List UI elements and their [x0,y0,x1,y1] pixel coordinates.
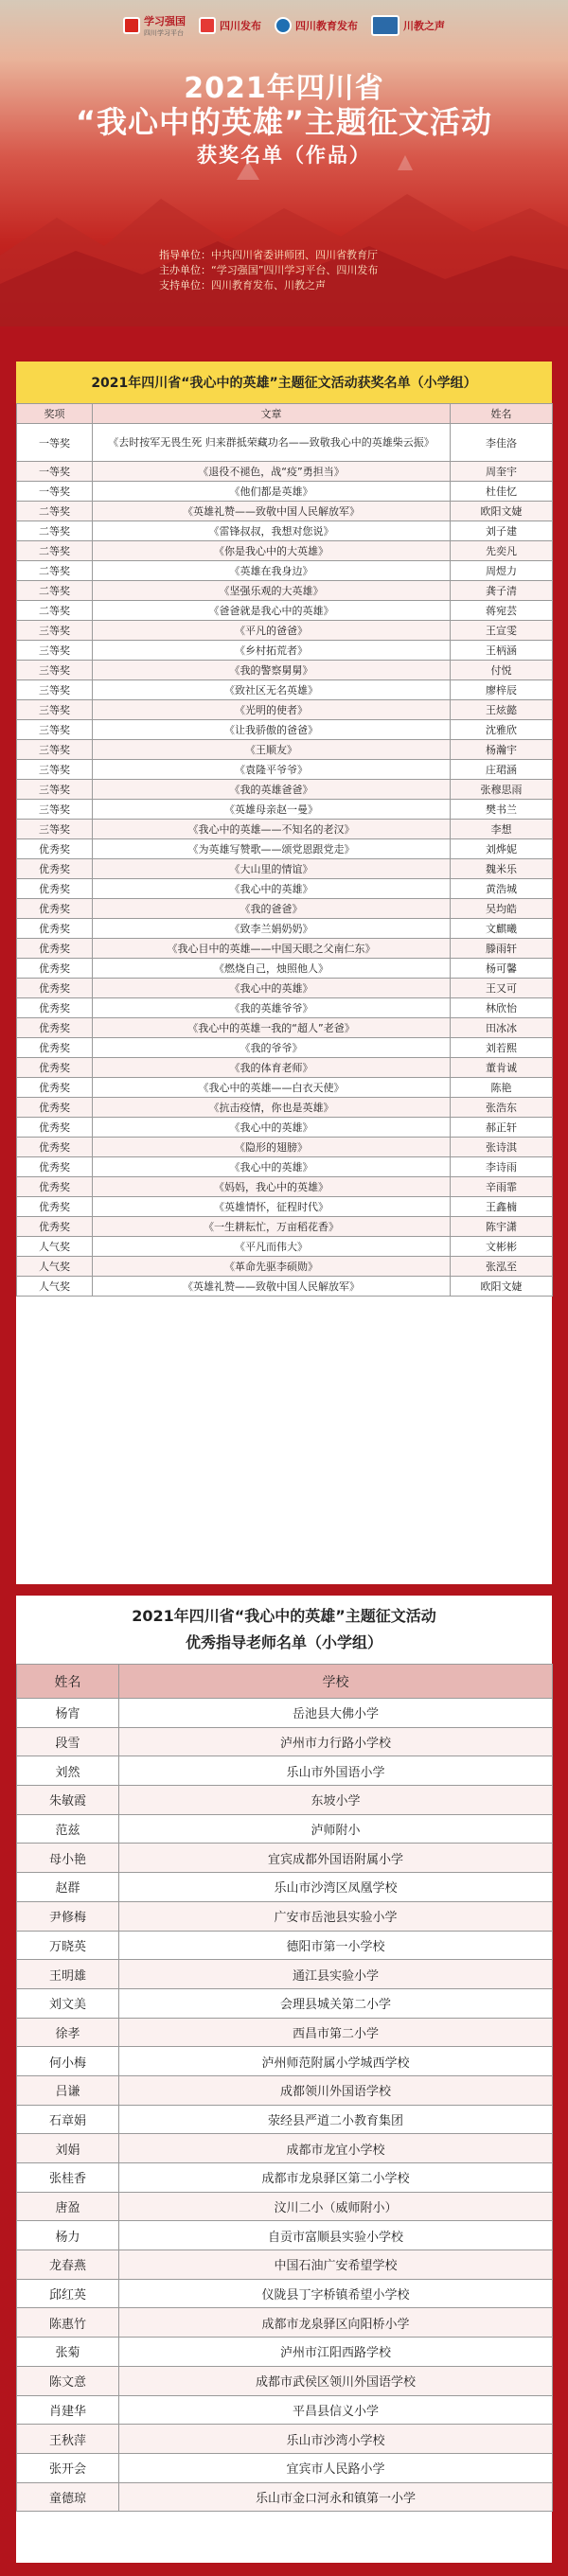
name-cell: 周奎宇 [451,462,553,482]
teacher-row [17,2395,553,2425]
award-cell: 优秀奖 [17,1118,93,1138]
school-cell: 成都市武侯区领川外国语学校 [119,2366,553,2395]
title-cell: 《我的爷爷》 [93,1038,451,1058]
title-cell: 《让我骄傲的爸爸》 [93,720,451,740]
title-cell: 《燃烧自己，烛照他人》 [93,959,451,979]
title-cell: 《平凡的爸爸》 [93,621,451,641]
name-cell: 王炫懿 [451,700,553,720]
award-cell: 人气奖 [17,1277,93,1297]
title-cell: 《我的英雄爸爸》 [93,780,451,800]
organizer-list [159,248,378,293]
teacher-name-cell: 王明雄 [17,1960,119,1989]
teacher-name-cell: 母小艳 [17,1844,119,1873]
award-cell: 三等奖 [17,641,93,661]
school-cell: 成都领川外国语学校 [119,2075,553,2105]
award-row [17,939,553,959]
teacher-name-cell: 杨宵 [17,1699,119,1728]
teacher-row [17,2338,553,2367]
school-cell: 平昌县信义小学 [119,2395,553,2425]
school-cell: 东坡小学 [119,1786,553,1815]
award-row [17,561,553,581]
award-cell: 三等奖 [17,760,93,780]
name-cell: 李佳洛 [451,424,553,462]
school-cell: 泸州师范附属小学城西学校 [119,2047,553,2076]
name-cell: 付悦 [451,661,553,680]
award-row [17,1038,553,1058]
name-cell: 周煜力 [451,561,553,581]
school-cell: 广安市岳池县实验小学 [119,1901,553,1931]
name-cell: 蒋宛芸 [451,601,553,621]
award-cell: 二等奖 [17,581,93,601]
award-cell: 三等奖 [17,780,93,800]
award-row [17,462,553,482]
award-cell: 三等奖 [17,720,93,740]
name-cell: 樊书兰 [451,800,553,820]
school-cell: 乐山市沙湾小学校 [119,2425,553,2454]
teacher-name-cell: 万晓英 [17,1931,119,1960]
award-cell: 优秀奖 [17,1098,93,1118]
teacher-row [17,1814,553,1844]
teacher-name-cell: 吕谦 [17,2075,119,2105]
title-cell: 《抗击疫情，你也是英雄》 [93,1098,451,1118]
award-cell: 优秀奖 [17,939,93,959]
award-cell: 三等奖 [17,700,93,720]
school-cell: 西昌市第二小学 [119,2018,553,2047]
title-cell: 《革命先驱李硕勋》 [93,1257,451,1277]
award-cell: 优秀奖 [17,1038,93,1058]
awards-card [16,362,552,1584]
name-cell: 廖梓辰 [451,680,553,700]
organizer-guidance: 指导单位：中共四川省委讲师团、四川省教育厅 [159,249,378,261]
teacher-row [17,2250,553,2280]
award-row [17,859,553,879]
name-cell: 沈雅欣 [451,720,553,740]
name-cell: 郝正轩 [451,1118,553,1138]
award-row [17,998,553,1018]
name-cell: 文麒曦 [451,919,553,939]
title-cell: 《一生耕耘忙，万亩稻花香》 [93,1217,451,1237]
award-cell: 优秀奖 [17,1157,93,1177]
teacher-name-cell: 杨力 [17,2221,119,2250]
name-cell: 张穆思雨 [451,780,553,800]
award-row [17,621,553,641]
title-line-1: 2021年四川省 [184,72,384,105]
award-cell: 优秀奖 [17,859,93,879]
award-cell: 优秀奖 [17,979,93,998]
title-cell: 《雷锋叔叔，我想对您说》 [93,521,451,541]
teacher-name-cell: 徐孝 [17,2018,119,2047]
school-cell: 汶川二小（威师附小） [119,2192,553,2221]
school-cell: 乐山市沙湾区凤凰学校 [119,1873,553,1902]
name-cell: 张诗淇 [451,1138,553,1157]
teacher-name-cell: 王秋萍 [17,2425,119,2454]
award-cell: 优秀奖 [17,1058,93,1078]
award-row [17,959,553,979]
teacher-row [17,2105,553,2134]
name-cell: 魏米乐 [451,859,553,879]
award-row [17,780,553,800]
award-cell: 一等奖 [17,482,93,502]
teacher-name-cell: 陈文意 [17,2366,119,2395]
name-cell: 杜佳忆 [451,482,553,502]
teacher-name-cell: 范兹 [17,1814,119,1844]
teachers-heading-line-1: 2021年四川省“我心中的英雄”主题征文活动 [132,1607,436,1625]
award-row [17,979,553,998]
teacher-name-cell: 朱敏霞 [17,1786,119,1815]
school-cell: 会理县城关第二小学 [119,1988,553,2018]
school-cell: 荥经县严道二小教育集团 [119,2105,553,2134]
title-cell: 《王顺友》 [93,740,451,760]
teacher-row [17,1960,553,1989]
title-cell: 《我心中的英雄——白衣天使》 [93,1078,451,1098]
teacher-name-cell: 唐盈 [17,2192,119,2221]
logo-chuanjiao-zhisheng: 川教之声 [371,15,445,36]
award-row [17,1257,553,1277]
school-cell: 成都市龙宜小学校 [119,2134,553,2163]
title-cell: 《袁隆平爷爷》 [93,760,451,780]
title-cell: 《我的警察舅舅》 [93,661,451,680]
mountain-illustration [0,142,568,326]
teacher-name-cell: 张桂香 [17,2163,119,2193]
teacher-name-cell: 童德琼 [17,2482,119,2512]
name-cell: 刘子建 [451,521,553,541]
award-row [17,680,553,700]
school-cell: 自贡市富顺县实验小学校 [119,2221,553,2250]
teacher-name-cell: 陈惠竹 [17,2308,119,2338]
title-cell: 《致李兰娟奶奶》 [93,919,451,939]
award-cell: 三等奖 [17,680,93,700]
name-cell: 陈宇潇 [451,1217,553,1237]
teacher-row [17,2047,553,2076]
title-cell: 《平凡而伟大》 [93,1237,451,1257]
col-teacher-name: 姓名 [17,1665,119,1699]
teacher-name-cell: 石章娟 [17,2105,119,2134]
header-banner [0,0,568,326]
title-line-2: “我心中的英雄”主题征文活动 [75,104,493,140]
teacher-name-cell: 刘然 [17,1756,119,1786]
teacher-name-cell: 刘文美 [17,1988,119,2018]
title-cell: 《英雄在我身边》 [93,561,451,581]
name-cell: 李诗雨 [451,1157,553,1177]
teacher-name-cell: 刘娟 [17,2134,119,2163]
teachers-heading-line-2: 优秀指导老师名单（小学组） [185,1633,382,1651]
award-row [17,1018,553,1038]
teachers-table [16,1664,553,2512]
award-row [17,760,553,780]
award-row [17,1217,553,1237]
award-row [17,1157,553,1177]
award-cell: 优秀奖 [17,839,93,859]
school-cell: 宜宾成都外国语附属小学 [119,1844,553,1873]
school-cell: 泸师附小 [119,1814,553,1844]
name-cell: 杨瀚宇 [451,740,553,760]
name-cell: 吴均皓 [451,899,553,919]
school-cell: 成都市龙泉驿区第二小学校 [119,2163,553,2193]
organizer-support: 支持单位：四川教育发布、川教之声 [159,279,326,291]
name-cell: 张浩东 [451,1098,553,1118]
teacher-row [17,2279,553,2308]
award-row [17,1197,553,1217]
award-row [17,1277,553,1297]
col-school: 学校 [119,1665,553,1699]
teacher-row [17,1844,553,1873]
award-row [17,1138,553,1157]
school-cell: 德阳市第一小学校 [119,1931,553,1960]
school-cell: 泸州市力行路小学校 [119,1727,553,1756]
award-row [17,879,553,899]
award-cell: 二等奖 [17,561,93,581]
name-cell: 张泓至 [451,1257,553,1277]
title-cell: 《乡村拓荒者》 [93,641,451,661]
teacher-name-cell: 赵群 [17,1873,119,1902]
col-title: 文章 [93,404,451,424]
name-cell: 杨可馨 [451,959,553,979]
award-row [17,820,553,839]
teacher-row [17,1988,553,2018]
col-name: 姓名 [451,404,553,424]
award-cell: 优秀奖 [17,1217,93,1237]
name-cell: 王又可 [451,979,553,998]
teacher-row [17,2192,553,2221]
teachers-header-row [17,1665,553,1699]
col-award: 奖项 [17,404,93,424]
teachers-heading [16,1596,552,1664]
organizer-host: 主办单位：“学习强国”四川学习平台、四川发布 [159,264,379,276]
school-cell: 仪陇县丁字桥镇希望小学校 [119,2279,553,2308]
teacher-name-cell: 尹修梅 [17,1901,119,1931]
award-cell: 人气奖 [17,1257,93,1277]
award-row [17,641,553,661]
title-cell: 《英雄母亲赵一曼》 [93,800,451,820]
title-cell: 《去时按军无畏生死 归来群抵荣藏功名——致敬我心中的英雄柴云振》 [93,424,451,462]
award-cell: 三等奖 [17,820,93,839]
award-row [17,1098,553,1118]
award-cell: 优秀奖 [17,879,93,899]
teacher-row [17,2425,553,2454]
name-cell: 刘若熙 [451,1038,553,1058]
award-cell: 优秀奖 [17,1018,93,1038]
teacher-name-cell: 肖建华 [17,2395,119,2425]
award-row [17,541,553,561]
teacher-name-cell: 邱红英 [17,2279,119,2308]
title-cell: 《妈妈，我心中的英雄》 [93,1177,451,1197]
teacher-row [17,2308,553,2338]
name-cell: 欧阳文婕 [451,1277,553,1297]
name-cell: 李想 [451,820,553,839]
teacher-row [17,1786,553,1815]
name-cell: 林欣怡 [451,998,553,1018]
teacher-row [17,1727,553,1756]
title-cell: 《大山里的情谊》 [93,859,451,879]
teacher-name-cell: 何小梅 [17,2047,119,2076]
name-cell: 辛雨霏 [451,1177,553,1197]
name-cell: 黄浩城 [451,879,553,899]
award-row [17,919,553,939]
title-cell: 《我的英雄爷爷》 [93,998,451,1018]
teacher-row [17,2453,553,2482]
title-cell: 《你是我心中的大英雄》 [93,541,451,561]
name-cell: 王宣雯 [451,621,553,641]
title-cell: 《我心中的英雄》 [93,1157,451,1177]
title-cell: 《为英雄写赞歌——颂党恩跟党走》 [93,839,451,859]
awards-header-row [17,404,553,424]
title-cell: 《我的爸爸》 [93,899,451,919]
name-cell: 陈艳 [451,1078,553,1098]
title-cell: 《我心目中的英雄——中国天眼之父南仁东》 [93,939,451,959]
school-cell: 岳池县大佛小学 [119,1699,553,1728]
award-cell: 一等奖 [17,424,93,462]
award-row [17,1118,553,1138]
title-cell: 《英雄情怀，征程时代》 [93,1197,451,1217]
award-row [17,601,553,621]
title-cell: 《我心中的英雄》 [93,879,451,899]
name-cell: 庄珺涵 [451,760,553,780]
teacher-row [17,2075,553,2105]
teacher-name-cell: 段雪 [17,1727,119,1756]
award-cell: 二等奖 [17,521,93,541]
name-cell: 龚子清 [451,581,553,601]
title-cell: 《我心中的英雄》 [93,979,451,998]
award-row [17,899,553,919]
title-cell: 《光明的使者》 [93,700,451,720]
award-cell: 二等奖 [17,541,93,561]
award-cell: 优秀奖 [17,1078,93,1098]
title-cell: 《坚强乐观的大英雄》 [93,581,451,601]
award-cell: 二等奖 [17,601,93,621]
award-cell: 优秀奖 [17,998,93,1018]
title-cell: 《我的体育老师》 [93,1058,451,1078]
title-cell: 《致社区无名英雄》 [93,680,451,700]
title-cell: 《隐形的翅膀》 [93,1138,451,1157]
school-cell: 乐山市金口河永和镇第一小学 [119,2482,553,2512]
award-cell: 优秀奖 [17,919,93,939]
title-cell: 《我心中的英雄一我的“超人”老爸》 [93,1018,451,1038]
award-row [17,581,553,601]
award-cell: 三等奖 [17,621,93,641]
teacher-row [17,2366,553,2395]
title-cell: 《英雄礼赞——致敬中国人民解放军》 [93,502,451,521]
award-row [17,1237,553,1257]
name-cell: 欧阳文婕 [451,502,553,521]
teacher-row [17,2221,553,2250]
award-cell: 优秀奖 [17,959,93,979]
name-cell: 田冰冰 [451,1018,553,1038]
name-cell: 文彬彬 [451,1237,553,1257]
title-cell: 《他们都是英雄》 [93,482,451,502]
title-cell: 《我心中的英雄》 [93,1118,451,1138]
award-cell: 二等奖 [17,502,93,521]
teacher-row [17,1931,553,1960]
award-row [17,740,553,760]
award-row [17,1058,553,1078]
teacher-row [17,1873,553,1902]
name-cell: 王鑫楠 [451,1197,553,1217]
teacher-row [17,1699,553,1728]
teacher-name-cell: 张菊 [17,2338,119,2367]
award-cell: 三等奖 [17,800,93,820]
award-row [17,700,553,720]
teacher-row [17,2163,553,2193]
title-line-3: 获奖名单（作品） [197,144,371,167]
award-cell: 优秀奖 [17,1197,93,1217]
award-row [17,839,553,859]
logo-xuexiqiangguo: 学习强国 四川学习平台 [123,13,186,38]
award-row [17,521,553,541]
logo-sichuan-jiaoyu-fabu: 四川教育发布 [275,17,358,34]
title-cell: 《英雄礼赞——致敬中国人民解放军》 [93,1277,451,1297]
name-cell: 滕雨轩 [451,939,553,959]
school-cell: 中国石油广安希望学校 [119,2250,553,2280]
name-cell: 刘烨妮 [451,839,553,859]
logo-sichuan-fabu: 四川发布 [199,17,261,34]
award-row [17,661,553,680]
teachers-card [16,1596,552,2563]
school-cell: 泸州市江阳西路学校 [119,2338,553,2367]
teacher-row [17,1756,553,1786]
awards-table [16,403,553,1297]
teacher-row [17,2018,553,2047]
award-cell: 三等奖 [17,661,93,680]
school-cell: 通江县实验小学 [119,1960,553,1989]
award-cell: 一等奖 [17,462,93,482]
name-cell: 先奕凡 [451,541,553,561]
award-cell: 优秀奖 [17,899,93,919]
title-cell: 《爸爸就是我心中的英雄》 [93,601,451,621]
teacher-row [17,1901,553,1931]
award-row [17,482,553,502]
award-row [17,502,553,521]
name-cell: 王柄涵 [451,641,553,661]
award-row [17,1078,553,1098]
school-cell: 乐山市外国语小学 [119,1756,553,1786]
award-row [17,800,553,820]
award-cell: 三等奖 [17,740,93,760]
school-cell: 成都市龙泉驿区向阳桥小学 [119,2308,553,2338]
award-row [17,424,553,462]
teacher-row [17,2134,553,2163]
teacher-name-cell: 张开会 [17,2453,119,2482]
award-row [17,720,553,740]
logo-row [0,13,568,38]
title-cell: 《我心中的英雄——不知名的老汉》 [93,820,451,839]
school-cell: 宜宾市人民路小学 [119,2453,553,2482]
award-cell: 人气奖 [17,1237,93,1257]
teacher-name-cell: 龙春燕 [17,2250,119,2280]
awards-heading: 2021年四川省“我心中的英雄”主题征文活动获奖名单（小学组） [16,362,552,403]
title-cell: 《退役不褪色，战“疫”勇担当》 [93,462,451,482]
name-cell: 董肯诚 [451,1058,553,1078]
teacher-row [17,2482,553,2512]
award-row [17,1177,553,1197]
award-cell: 优秀奖 [17,1138,93,1157]
award-cell: 优秀奖 [17,1177,93,1197]
